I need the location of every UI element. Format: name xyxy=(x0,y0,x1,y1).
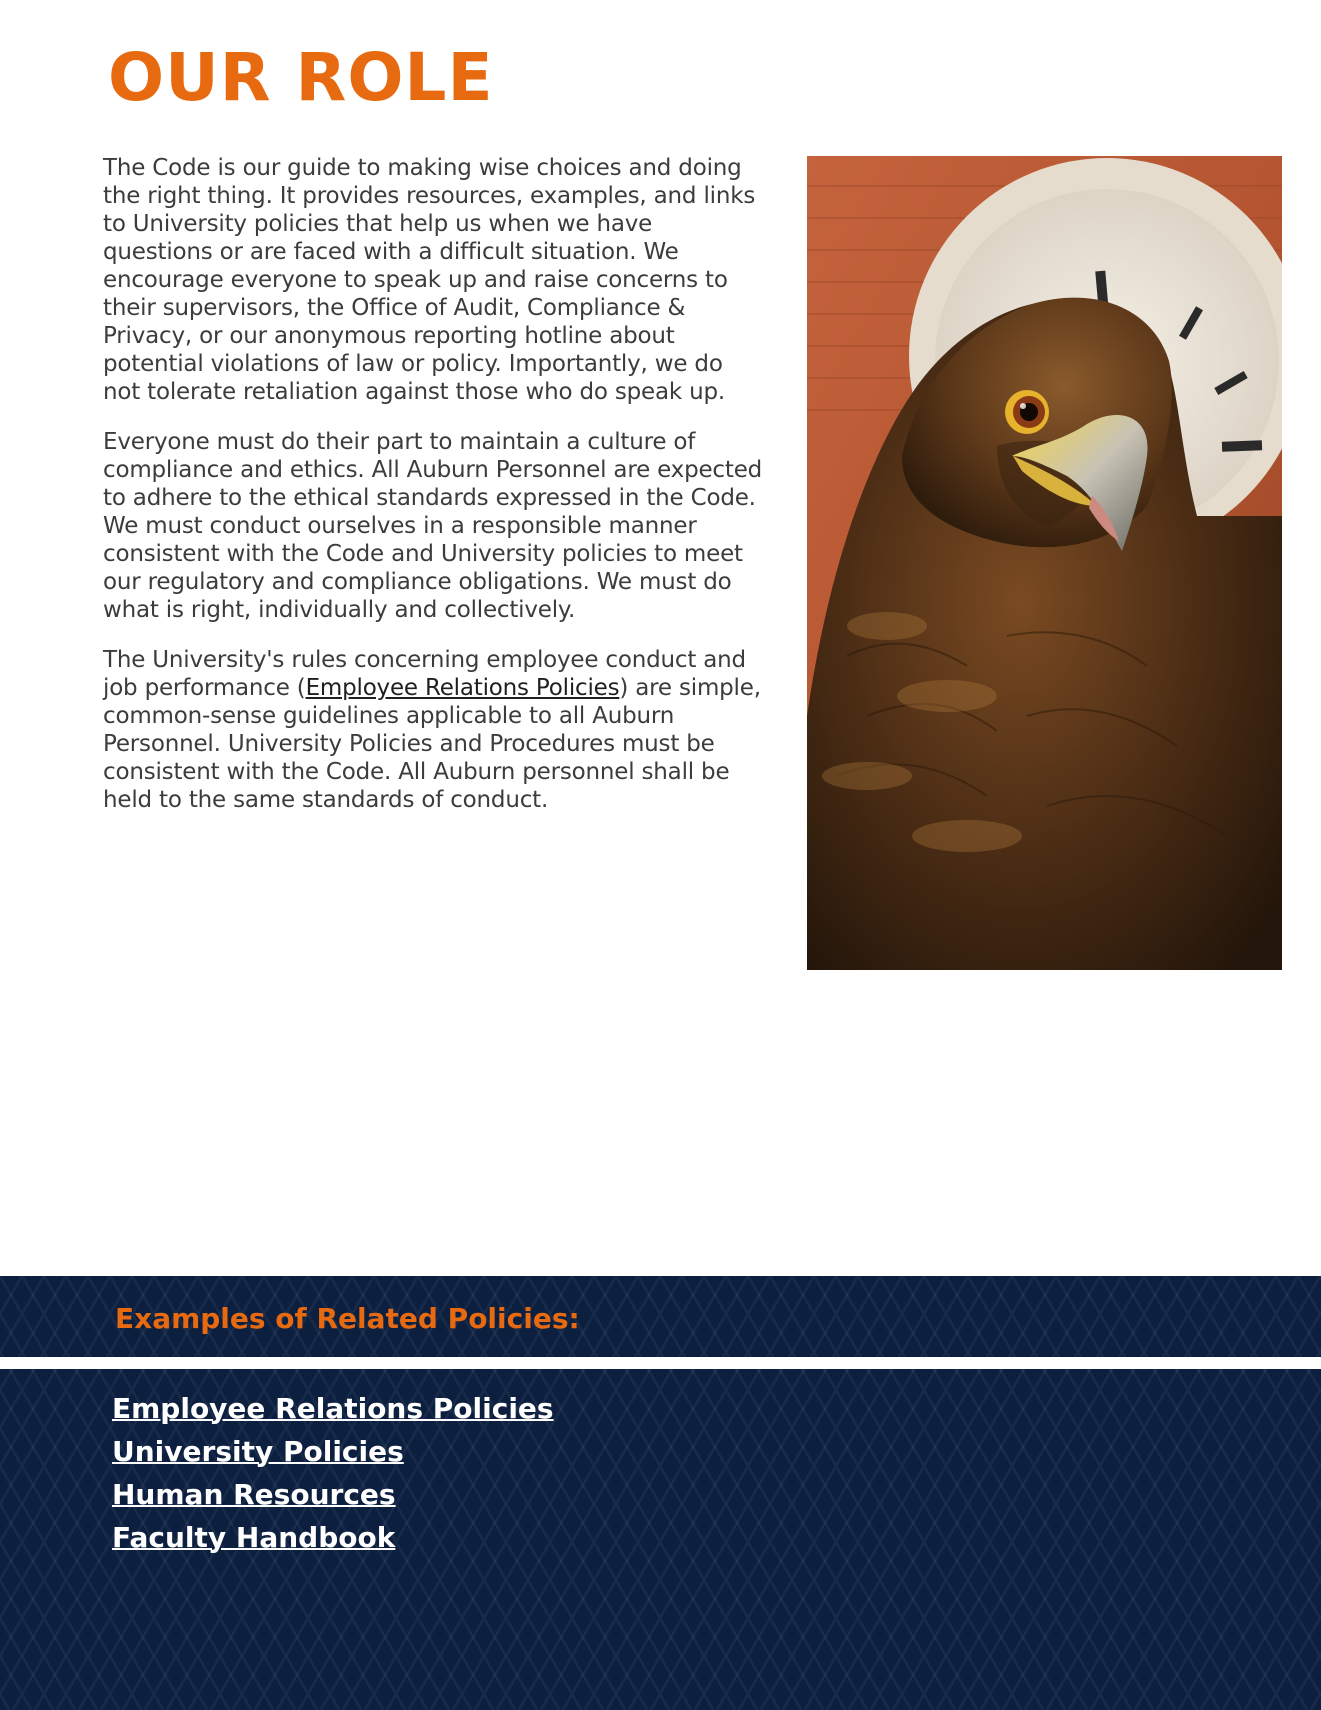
faculty-handbook-link[interactable]: Faculty Handbook xyxy=(112,1521,396,1554)
employee-relations-policies-link[interactable]: Employee Relations Policies xyxy=(112,1392,554,1425)
list-item xyxy=(112,1516,554,1559)
list-item xyxy=(112,1387,554,1430)
paragraph-1: The Code is our guide to making wise choices and doing the right thing. It provides resources, examples, and links to University policies that help us when we have questions or are faced with a difficult situation. We encourage everyone to speak up and raise concerns to their supervisors, the Office of Audit, Compliance & Privacy, or our anonymous reporting hotline about potential violations of law or policy. Importantly, we do not tolerate retaliation against those who do speak up. xyxy=(103,155,756,405)
list-item xyxy=(112,1473,554,1516)
page-title: OUR ROLE xyxy=(108,39,494,116)
body-text xyxy=(103,154,763,836)
paragraph-2: Everyone must do their part to maintain a culture of compliance and ethics. All Auburn Personnel are expected to adhere to the ethical standards expressed in the Code. We must conduct ourselves in a responsible manner consistent with the Code and University policies to meet our regulatory and compliance obligations. We must do what is right, individually and collectively. xyxy=(103,429,763,623)
university-policies-link[interactable]: University Policies xyxy=(112,1435,404,1468)
related-policies-heading: Examples of Related Policies: xyxy=(115,1302,580,1335)
related-policies-list xyxy=(112,1387,554,1559)
section-divider xyxy=(0,1357,1321,1369)
related-policies-section xyxy=(0,1276,1321,1710)
employee-relations-inline-link[interactable]: Employee Relations Policies xyxy=(305,675,620,701)
human-resources-link[interactable]: Human Resources xyxy=(112,1478,396,1511)
list-item xyxy=(112,1430,554,1473)
paragraph-3 xyxy=(103,646,763,814)
eagle-photo xyxy=(807,156,1282,970)
paragraph-3-after-link: ) are simple, common-sense guidelines applicable to all Auburn Personnel. University Policies and Procedures must be consistent with the Code. All Auburn personnel shall be held to the same standards of conduct. xyxy=(103,675,761,813)
paragraph-3-before-link: The University's rules concerning employee conduct and job performance ( xyxy=(103,647,746,701)
